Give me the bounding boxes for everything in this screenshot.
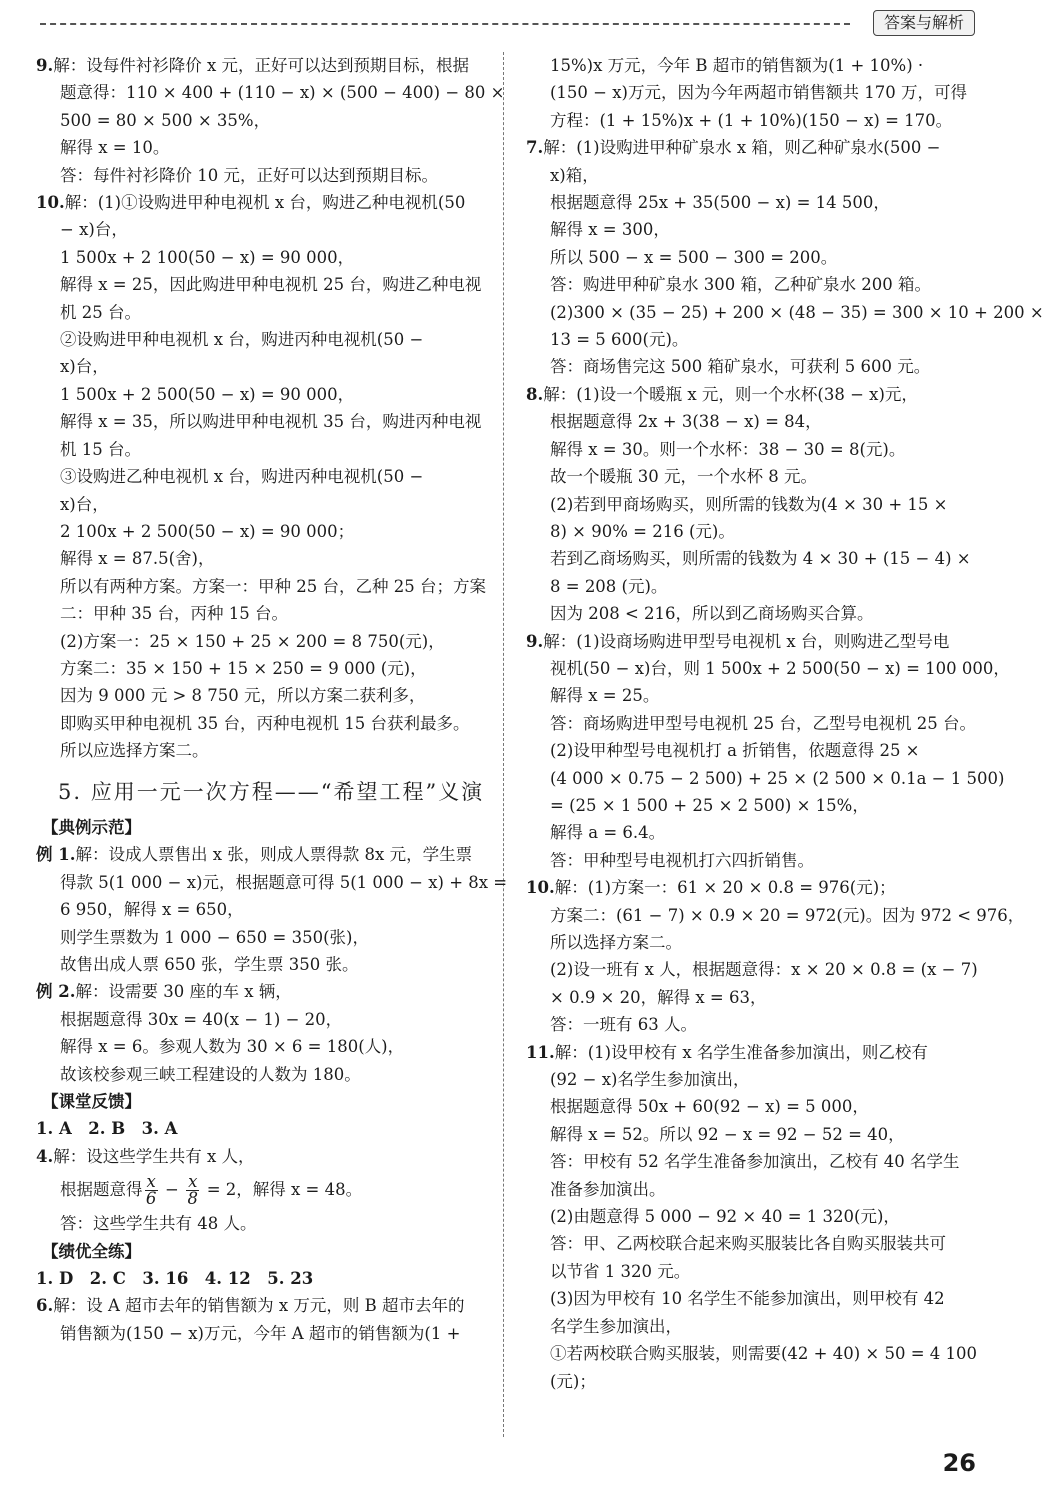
text-line: 则学生票数为 1 000 − 650 = 350(张)，: [60, 927, 369, 947]
tag-typical-examples: 【典例示范】: [42, 817, 141, 837]
answer-8: [526, 381, 971, 628]
text-line: 解：设需要 30 座的车 x 辆，: [75, 982, 292, 1002]
answer-11: [526, 1039, 978, 1395]
text-line: (2)若到甲商场购买，则所需的钱数为(4 × 30 + 15 ×: [550, 494, 948, 514]
text-line: 销售额为(150 − x)万元，今年 A 超市的销售额为(1 +: [60, 1323, 461, 1343]
question-number: 11.: [526, 1042, 555, 1062]
text-line: 15%)x 万元，今年 B 超市的销售额为(1 + 10%) ·: [550, 56, 924, 75]
text-line: ③设购进乙种电视机 x 台，购进丙种电视机(50 −: [60, 467, 424, 487]
text-line: 8 = 208 (元)。: [550, 576, 668, 596]
column-divider: [503, 52, 504, 1437]
text-line: 准备参加演出。: [550, 1179, 666, 1199]
text-line: (2)设一班有 x 人，根据题意得：x × 20 × 0.8 = (x − 7): [550, 960, 978, 980]
text-line: 解得 x = 30。则一个水杯：38 − 30 = 8(元)。: [550, 439, 906, 459]
text-line: 得款 5(1 000 − x)元，根据题意可得 5(1 000 − x) + 8x =: [60, 872, 508, 892]
right-column: [526, 52, 1044, 1395]
question-number: 例 1.: [36, 845, 76, 865]
text-line: 根据题意得 50x + 60(92 − x) = 5 000，: [550, 1097, 869, 1117]
text-fragment: −: [159, 1180, 185, 1200]
text-line: 解：(1)方案一：61 × 20 × 0.8 = 976(元)；: [554, 878, 896, 898]
text-line: ②设购进甲种电视机 x 台，购进丙种电视机(50 −: [60, 330, 424, 350]
example-1: [36, 841, 508, 978]
text-line: 答：甲种型号电视机打六四折销售。: [550, 850, 814, 870]
question-number: 10.: [526, 878, 555, 898]
text-line: 所以选择方案二。: [550, 933, 682, 952]
text-line: 解得 x = 10。: [60, 138, 170, 158]
fraction-x-over-6: [145, 1174, 158, 1207]
answer-9-right: [526, 628, 1010, 875]
text-line: 方案二：35 × 150 + 15 × 250 = 9 000 (元)，: [60, 658, 427, 678]
feedback-answers: 1. A 2. B 3. A: [36, 1119, 178, 1139]
text-line: − x)台，: [60, 220, 128, 240]
text-line: 方案二：(61 − 7) × 0.9 × 20 = 972(元)。因为 972 < 976，: [550, 905, 1025, 925]
text-line: 答：这些学生共有 48 人。: [60, 1214, 257, 1234]
text-line: 13 = 5 600(元)。: [550, 330, 689, 350]
text-line: 根据题意得 25x + 35(500 − x) = 14 500，: [550, 193, 890, 213]
text-line: 名学生参加演出，: [550, 1316, 682, 1336]
text-line: 故售出成人票 650 张，学生票 350 张。: [60, 955, 359, 974]
text-line: 解：(1)设一个暖瓶 x 元，则一个水杯(38 − x)元，: [543, 384, 918, 404]
text-line: 解：(1)设甲校有 x 名学生准备参加演出，则乙校有: [554, 1042, 928, 1062]
text-line: 500 = 80 × 500 × 35%，: [60, 110, 271, 130]
text-line: 答：甲、乙两校联合起来购买服装比各自购买服装共可: [550, 1234, 946, 1254]
equation-line: [36, 1170, 491, 1210]
numerator: x: [146, 1172, 156, 1192]
text-line: 答：一班有 63 人。: [550, 1015, 697, 1035]
answer-10: [36, 189, 491, 765]
text-line: 解：设这些学生共有 x 人，: [53, 1146, 255, 1166]
text-line: 所以应选择方案二。: [60, 741, 209, 761]
text-line: (2)设甲种型号电视机打 a 折销售，依题意得 25 ×: [550, 741, 920, 761]
answer-9: [36, 52, 505, 189]
text-line: 机 15 台。: [60, 439, 141, 459]
text-line: × 0.9 × 20，解得 x = 63，: [550, 987, 767, 1007]
text-line: 机 25 台。: [60, 302, 141, 322]
question-number: 7.: [526, 138, 544, 158]
text-line: 1 500x + 2 100(50 − x) = 90 000，: [60, 247, 355, 267]
text-line: 解得 x = 300，: [550, 220, 670, 240]
header-dashed-rule: [40, 23, 850, 25]
text-line: 故该校参观三峡工程建设的人数为 180。: [60, 1064, 361, 1084]
text-line: 以节省 1 320 元。: [550, 1261, 691, 1281]
answer-4: [36, 1143, 491, 1238]
text-line: 解得 x = 25，因此购进甲种电视机 25 台，购进乙种电视: [60, 275, 482, 295]
text-line: 2 100x + 2 500(50 − x) = 90 000；: [60, 521, 355, 541]
text-line: ①若两校联合购买服装，则需要(42 + 40) × 50 = 4 100: [550, 1344, 978, 1364]
text-line: 解：(1)设商场购进甲型号电视机 x 台，则购进乙型号电: [543, 631, 950, 651]
text-line: (2)由题意得 5 000 − 92 × 40 = 1 320(元)，: [550, 1207, 900, 1227]
text-line: 6 950，解得 x = 650，: [60, 900, 244, 920]
text-line: 二：甲种 35 台，丙种 15 台。: [60, 604, 288, 624]
text-line: 方程：(1 + 15%)x + (1 + 10%)(150 − x) = 170。: [550, 110, 953, 130]
denominator: 8: [187, 1189, 199, 1209]
text-line: 故一个暖瓶 30 元，一个水杯 8 元。: [550, 467, 817, 487]
practice-answers: 1. D 2. C 3. 16 4. 12 5. 23: [36, 1269, 314, 1289]
text-line: 所以 500 − x = 500 − 300 = 200。: [550, 247, 838, 267]
section-badge: 答案与解析: [873, 10, 975, 36]
text-line: 解：(1)设购进甲种矿泉水 x 箱，则乙种矿泉水(500 −: [543, 138, 941, 158]
tag-excellence-practice: 【绩优全练】: [42, 1241, 141, 1261]
text-line: x)台，: [60, 494, 109, 514]
answer-6: [36, 1292, 491, 1347]
tag-classroom-feedback: 【课堂反馈】: [42, 1092, 141, 1112]
text-line: 解得 x = 52。所以 92 − x = 92 − 52 = 40，: [550, 1124, 905, 1144]
question-number: 9.: [526, 631, 544, 651]
text-line: x)箱，: [550, 165, 599, 185]
left-column: [36, 52, 508, 1347]
question-number: 10.: [36, 193, 65, 213]
numerator: x: [188, 1172, 198, 1192]
text-line: (92 − x)名学生参加演出，: [550, 1070, 750, 1090]
text-line: 答：每件衬衫降价 10 元，正好可以达到预期目标。: [60, 165, 438, 185]
text-line: 根据题意得 30x = 40(x − 1) − 20，: [60, 1009, 343, 1029]
answer-6-continued: [526, 52, 971, 134]
section-title: 5. 应用一元一次方程——“希望工程”义演: [58, 779, 485, 804]
text-line: (3)因为甲校有 10 名学生不能参加演出，则甲校有 42: [550, 1289, 945, 1309]
text-line: (4 000 × 0.75 − 2 500) + 25 × (2 500 × 0.1a − 1 500): [550, 768, 1005, 788]
question-number: 例 2.: [36, 982, 76, 1002]
answer-7: [526, 134, 1044, 381]
text-line: 视机(50 − x)台，则 1 500x + 2 500(50 − x) = 100 000，: [550, 658, 1010, 678]
text-line: 解：设成人票售出 x 张，则成人票得款 8x 元，学生票: [75, 845, 473, 865]
text-line: 答：购进甲种矿泉水 300 箱，乙种矿泉水 200 箱。: [550, 275, 931, 295]
text-fragment: = 2，解得 x = 48。: [201, 1180, 363, 1200]
text-line: 解得 x = 87.5(舍)，: [60, 549, 215, 569]
text-line: x)台，: [60, 357, 109, 377]
text-line: (150 − x)万元，因为今年两超市销售额共 170 万，可得: [550, 83, 967, 103]
text-fragment: 根据题意得: [60, 1180, 143, 1200]
page-header: [40, 10, 975, 36]
text-line: 解得 x = 6。参观人数为 30 × 6 = 180(人)，: [60, 1037, 405, 1057]
text-line: 解：设 A 超市去年的销售额为 x 万元，则 B 超市去年的: [53, 1296, 465, 1316]
question-number: 8.: [526, 384, 544, 404]
text-line: 1 500x + 2 500(50 − x) = 90 000，: [60, 384, 355, 404]
example-2: [36, 978, 491, 1088]
fraction-x-over-8: [186, 1174, 199, 1207]
answer-10-right: [526, 874, 1025, 1038]
text-line: 解得 x = 35，所以购进甲种电视机 35 台，购进丙种电视: [60, 412, 482, 432]
question-number: 6.: [36, 1296, 54, 1316]
text-line: 所以有两种方案。方案一：甲种 25 台，乙种 25 台；方案: [60, 576, 486, 596]
text-line: (2)300 × (35 − 25) + 200 × (48 − 35) = 300 × 10 + 200 ×: [550, 302, 1044, 322]
text-line: 若到乙商场购买，则所需的钱数为 4 × 30 + (15 − 4) ×: [550, 549, 971, 569]
text-line: 解得 x = 25。: [550, 686, 660, 706]
text-line: 解得 a = 6.4。: [550, 823, 666, 843]
text-line: 解：设每件衬衫降价 x 元，正好可以达到预期目标，根据: [53, 56, 470, 75]
text-line: 题意得：110 × 400 + (110 − x) × (500 − 400) − 80 ×: [60, 83, 505, 103]
text-line: 解：(1)①设购进甲种电视机 x 台，购进乙种电视机(50: [64, 193, 466, 213]
text-line: 8) × 90% = 216 (元)。: [550, 521, 735, 541]
text-line: 根据题意得 2x + 3(38 − x) = 84，: [550, 412, 822, 432]
denominator: 6: [145, 1189, 157, 1209]
text-line: (元)；: [550, 1371, 596, 1391]
text-line: (2)方案一：25 × 150 + 25 × 200 = 8 750(元)，: [60, 631, 445, 651]
question-number: 4.: [36, 1146, 54, 1166]
text-line: 答：商场售完这 500 箱矿泉水，可获利 5 600 元。: [550, 357, 931, 377]
text-line: 因为 9 000 元 > 8 750 元，所以方案二获利多，: [60, 686, 426, 706]
text-line: 答：商场购进甲型号电视机 25 台，乙型号电视机 25 台。: [550, 713, 976, 733]
page-number: 26: [942, 1449, 976, 1477]
text-line: 答：甲校有 52 名学生准备参加演出，乙校有 40 名学生: [550, 1152, 960, 1172]
question-number: 9.: [36, 56, 54, 75]
text-line: = (25 × 1 500 + 25 × 2 500) × 15%，: [550, 795, 869, 815]
text-line: 即购买甲种电视机 35 台，丙种电视机 15 台获利最多。: [60, 713, 470, 733]
text-line: 因为 208 < 216，所以到乙商场购买合算。: [550, 604, 874, 624]
